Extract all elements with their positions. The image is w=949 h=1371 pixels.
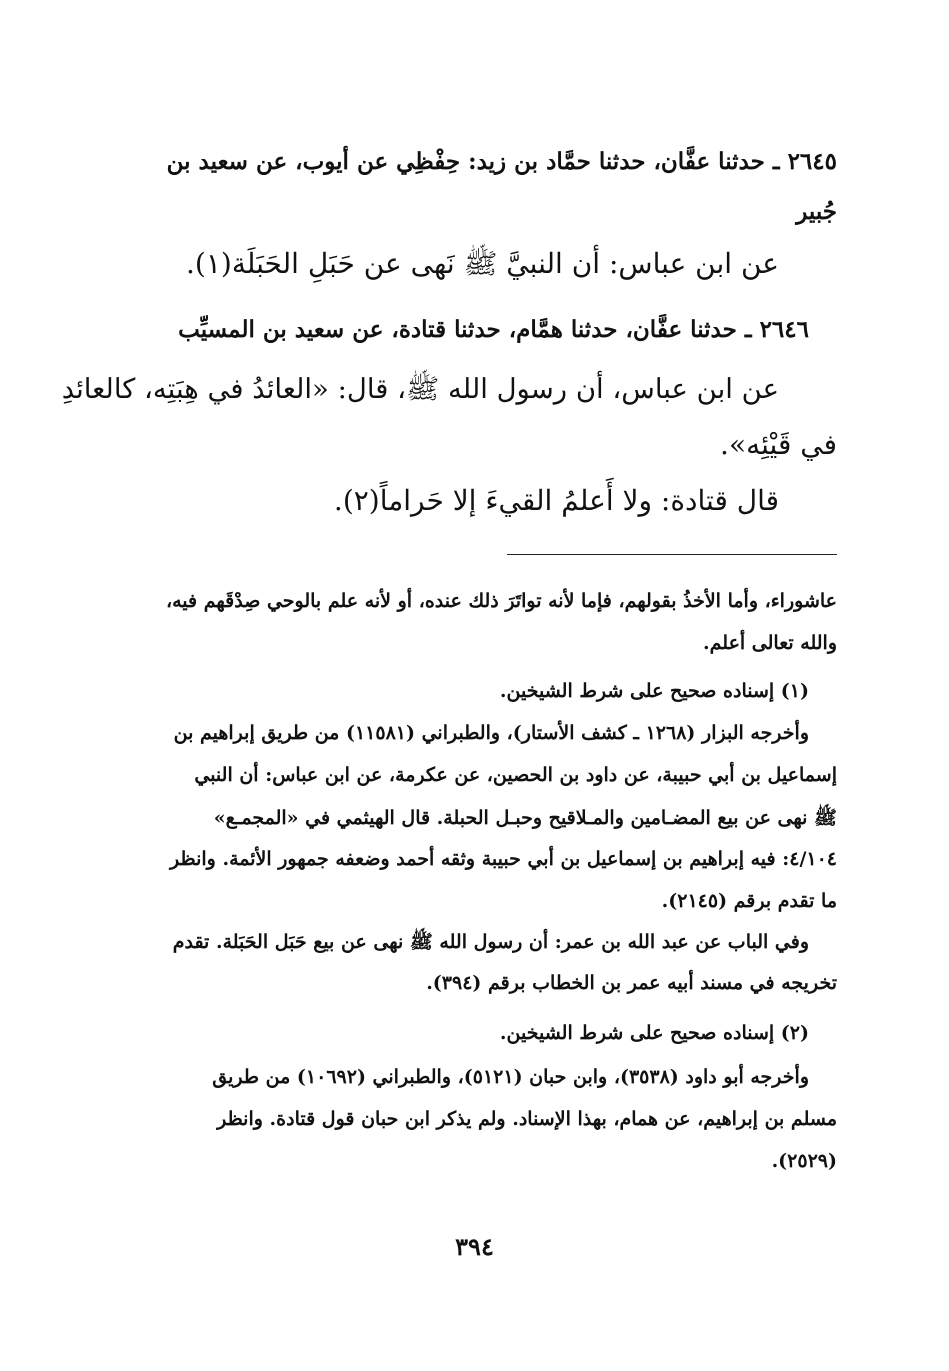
- footnote-1-title: (١) إسناده صحيح على شرط الشيخين.: [499, 680, 809, 702]
- hadith-2646-matn-line2: في قَيْئِه».: [720, 428, 837, 461]
- footnote-2-line3: (٢٥٢٩).: [771, 1150, 837, 1172]
- hadith-2646-qatada-statement: قال قتادة: ولا أَعلمُ القيءَ إلا حَراماً(٢).: [333, 484, 779, 517]
- hadith-2646-isnad: ٢٦٤٦ ـ حدثنا عفَّان، حدثنا همَّام، حدثنا قتادة، عن سعيد بن المسيِّب: [178, 316, 809, 343]
- footnote-2-title: (٢) إسناده صحيح على شرط الشيخين.: [499, 1022, 809, 1044]
- footnote-2-line1: وأخرجه أبو داود (٣٥٣٨)، وابن حبان (٥١٢١)، والطبراني (١٠٦٩٢) من طريق: [212, 1066, 809, 1088]
- footnote-continuation-line1: عاشوراء، وأما الأخذُ بقولهم، فإما لأنه تواتَرَ ذلك عنده، أو لأنه علم بالوحي صِدْقَهم فيه،: [165, 590, 837, 612]
- hadith-2645-isnad-line1: ٢٦٤٥ ـ حدثنا عفَّان، حدثنا حمَّاد بن زيد: حِفْظِي عن أيوب، عن سعيد بن: [166, 148, 837, 175]
- footnote-1b-line2: تخريجه في مسند أبيه عمر بن الخطاب برقم (٣٩٤).: [426, 972, 837, 994]
- page-number: ٣٩٤: [455, 1232, 494, 1261]
- footnote-1-line3: ﷺ نهى عن بيع المضـامين والمـلاقيح وحبـل الحبلة. قال الهيثمي في «المجمـع»: [213, 807, 837, 829]
- footnote-1-line1: وأخرجه البزار (١٢٦٨ ـ كشف الأستار)، والطبراني (١١٥٨١) من طريق إبراهيم بن: [173, 722, 809, 744]
- footnote-continuation-line2: والله تعالى أعلم.: [703, 632, 837, 654]
- footnote-divider: [507, 554, 837, 555]
- hadith-2645-matn: عن ابن عباس: أن النبيَّ ﷺ نَهى عن حَبَلِ الحَبَلَة(١).: [186, 247, 779, 280]
- footnote-1-line4: ٤/١٠٤: فيه إبراهيم بن إسماعيل بن أبي حبيبة وثقه أحمد وضعفه جمهور الأئمة. وانظر: [170, 848, 837, 870]
- footnote-1-line5: ما تقدم برقم (٢١٤٥).: [661, 890, 837, 912]
- footnote-1b-line1: وفي الباب عن عبد الله بن عمر: أن رسول الله ﷺ نهى عن بيع حَبَل الحَبَلة. تقدم: [172, 931, 809, 953]
- footnote-1-line2: إسماعيل بن أبي حبيبة، عن داود بن الحصين، عن عكرمة، عن ابن عباس: أن النبي: [194, 764, 837, 786]
- footnote-2-line2: مسلم بن إبراهيم، عن همام، بهذا الإسناد. ولم يذكر ابن حبان قول قتادة. وانظر: [217, 1108, 837, 1130]
- hadith-2645-isnad-line2: جُبير: [796, 198, 837, 225]
- hadith-2646-matn-line1: عن ابن عباس، أن رسول الله ﷺ، قال: «العائدُ في هِبَتِه، كالعائدِ: [61, 373, 779, 405]
